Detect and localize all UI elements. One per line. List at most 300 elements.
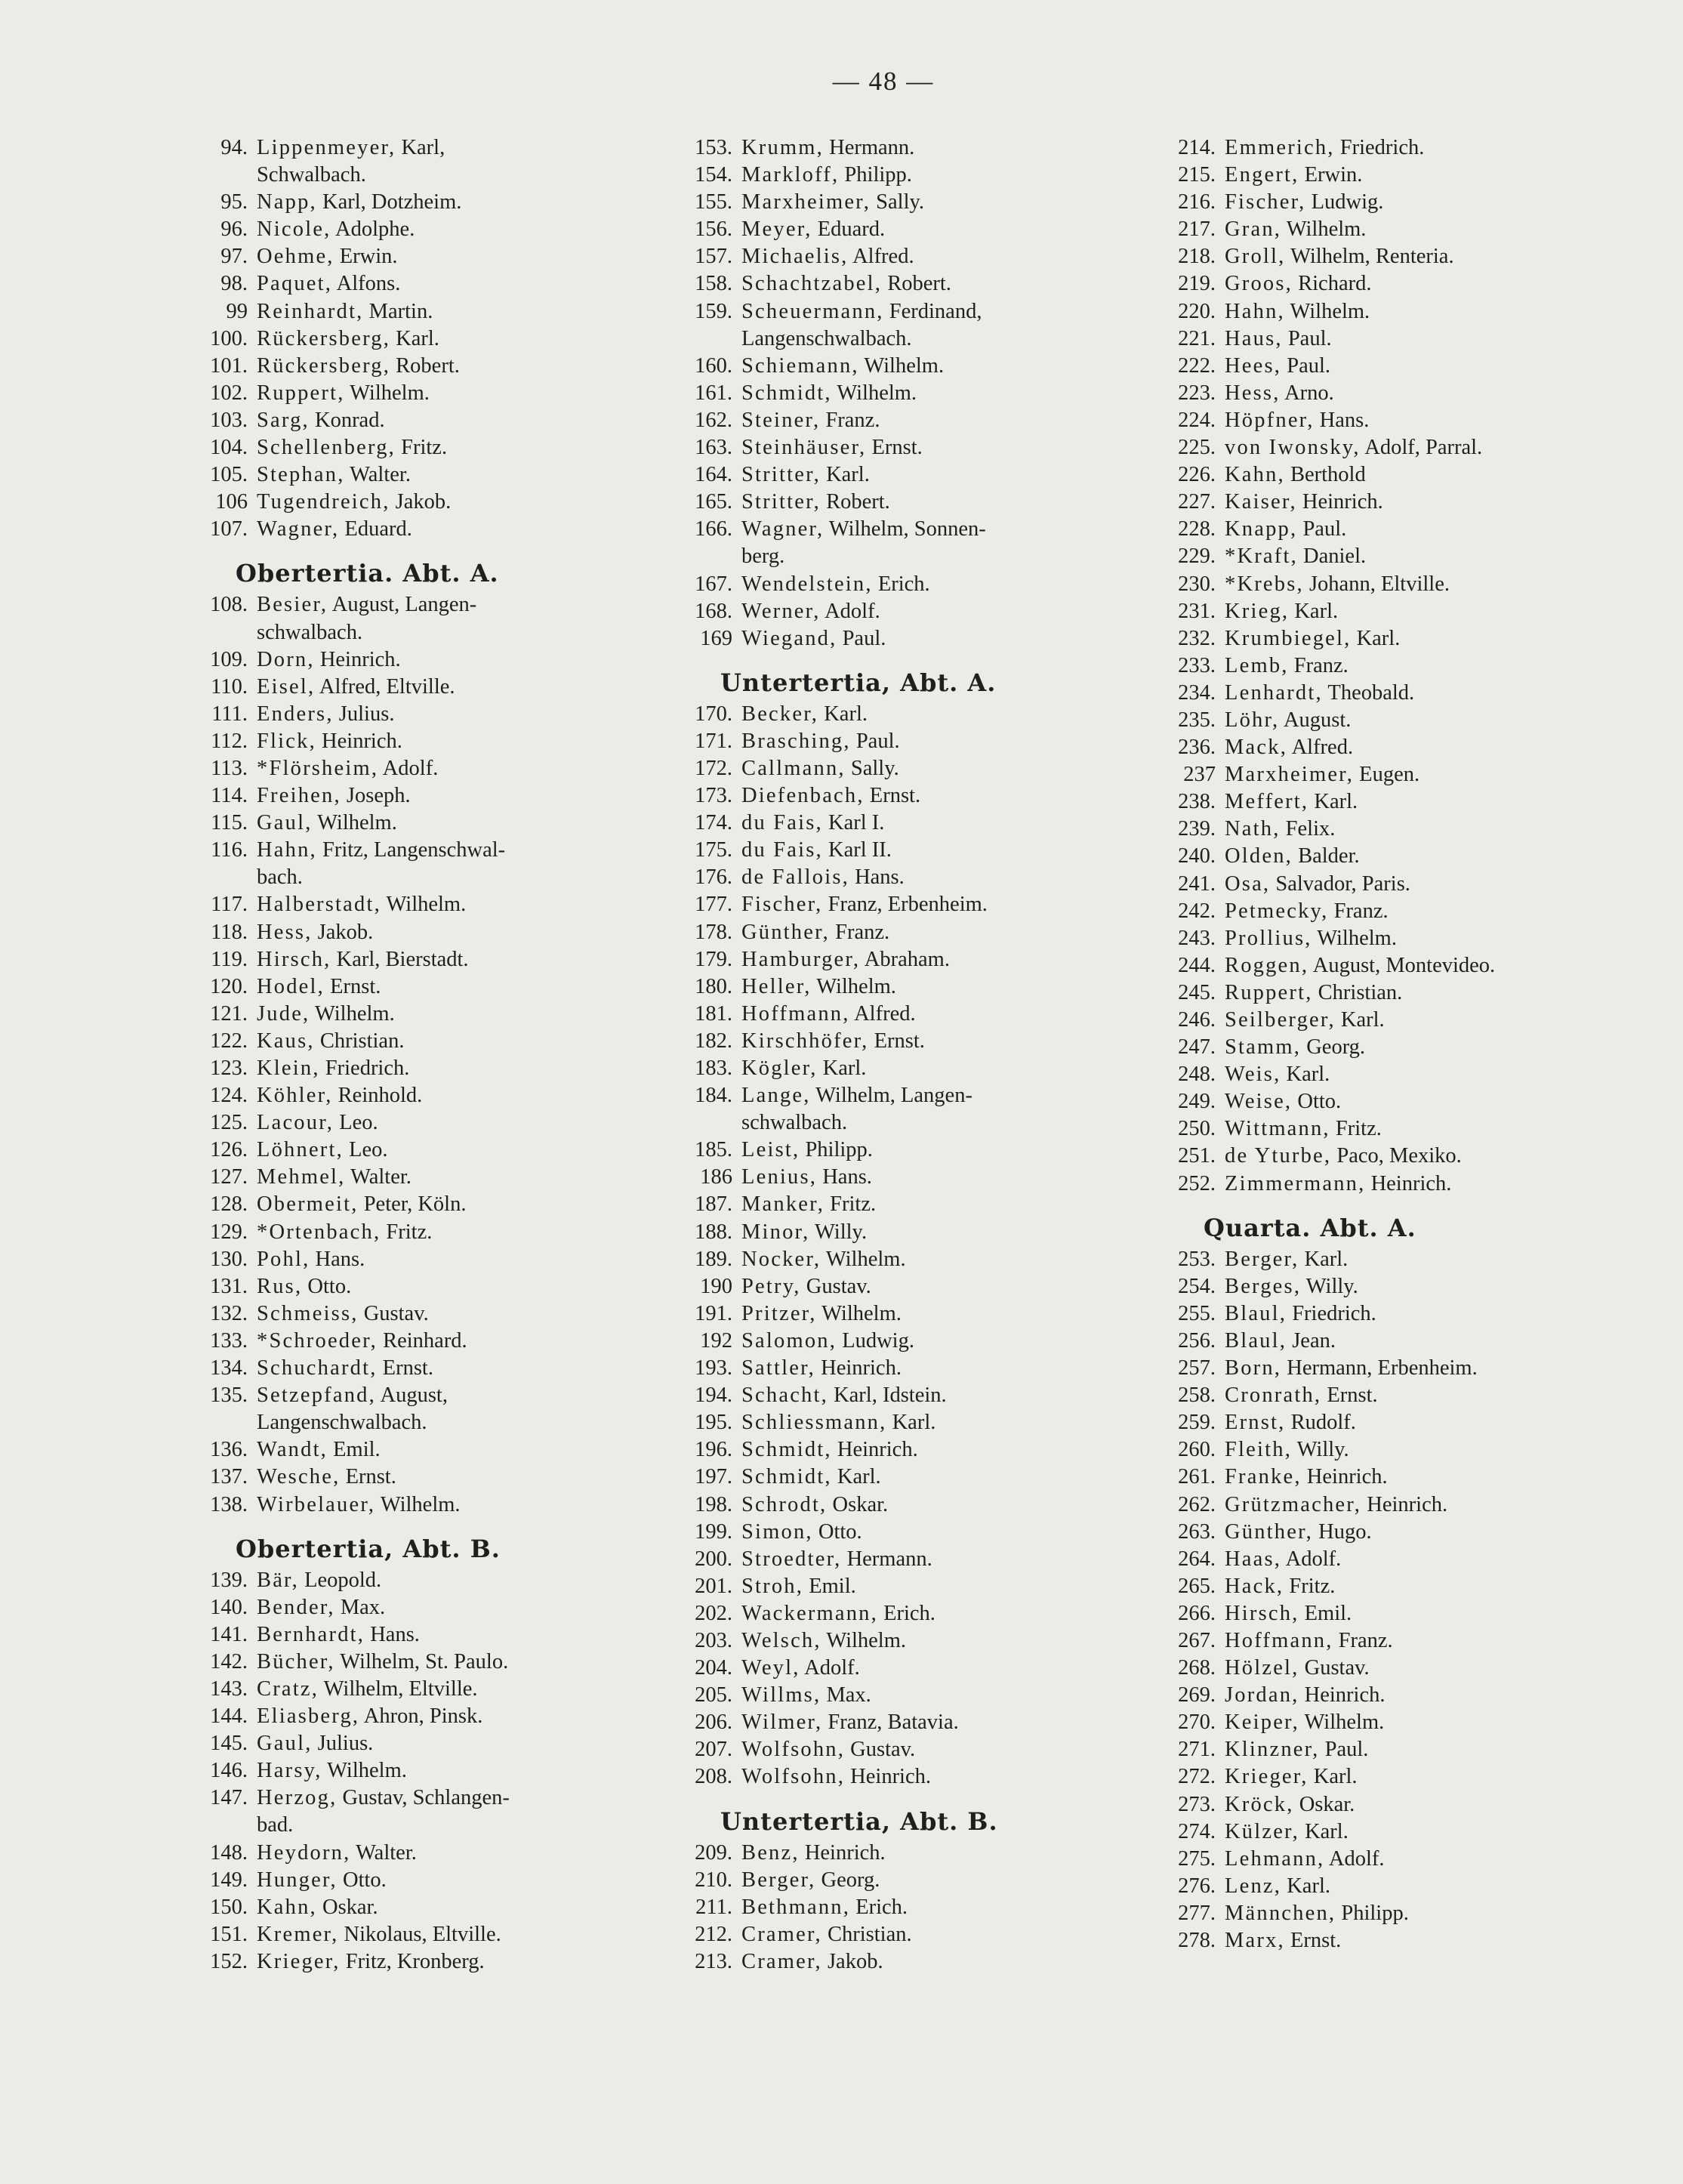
student-entry	[1155, 543, 1638, 570]
given-name-and-place: Franz.	[829, 920, 890, 944]
given-name-and-place: Erich.	[872, 572, 930, 596]
entry-name	[741, 810, 1117, 837]
surname: Schachtzabel,	[741, 272, 883, 296]
given-name-and-place: Willy.	[809, 1220, 868, 1244]
given-name-and-place: Georg.	[815, 1868, 880, 1892]
entry-continuation: berg.	[741, 544, 785, 569]
section-heading: Obertertia. Abt. A.	[236, 559, 499, 588]
entry-number: 262.	[1178, 1492, 1216, 1516]
entry-name	[257, 1082, 640, 1109]
entry-name	[257, 1867, 640, 1894]
surname: Stephan,	[257, 463, 345, 487]
entry-name	[1225, 1600, 1638, 1627]
entry-name	[1225, 380, 1638, 407]
entry-name	[741, 298, 1117, 325]
entry-name	[257, 434, 640, 461]
entry-name	[257, 674, 640, 701]
given-name-and-place: Wilhelm.	[858, 353, 945, 378]
given-name-and-place: Paul.	[1319, 1738, 1369, 1762]
entry-number: 200.	[695, 1547, 732, 1571]
student-entry	[672, 243, 1117, 270]
surname: Manker,	[741, 1192, 825, 1217]
given-name-and-place: Heinrich.	[845, 1765, 932, 1789]
entry-name	[1225, 1682, 1638, 1709]
entry-number: 96.	[220, 217, 248, 242]
student-entry	[187, 1894, 640, 1921]
given-name-and-place: Ernst.	[864, 784, 921, 808]
given-name-and-place: Leo.	[343, 1138, 388, 1162]
entry-number: 125.	[210, 1111, 248, 1135]
entry-name	[1225, 571, 1638, 598]
surname: Nath,	[1225, 817, 1281, 841]
given-name-and-place: Erich.	[877, 1601, 936, 1625]
student-entry	[187, 1137, 640, 1164]
surname: Oehme,	[257, 245, 334, 269]
student-entry	[187, 434, 640, 461]
surname: Kahn,	[1225, 463, 1285, 487]
entry-number: 266.	[1178, 1601, 1216, 1625]
column-3	[1155, 134, 1638, 1954]
entry-number: 271.	[1178, 1738, 1216, 1762]
surname: Hirsch,	[1225, 1601, 1299, 1625]
given-name-and-place: Gustav.	[358, 1301, 429, 1325]
student-entry	[187, 1300, 640, 1328]
entry-name	[741, 1519, 1117, 1546]
entry-number: 162.	[695, 408, 732, 432]
student-entry	[672, 864, 1117, 891]
entry-name	[257, 1594, 640, 1621]
student-entry	[1155, 1246, 1638, 1273]
student-entry	[1155, 788, 1638, 816]
surname: Wagner,	[741, 517, 825, 541]
surname: Günther,	[741, 920, 830, 944]
surname: Schellenberg,	[257, 436, 396, 460]
student-entry	[672, 1627, 1117, 1655]
entry-name	[257, 216, 640, 243]
entry-name	[1225, 1382, 1638, 1409]
entry-name	[257, 1109, 640, 1137]
entry-name	[1225, 843, 1638, 870]
entry-number: 104.	[210, 436, 248, 460]
entry-number: 103.	[210, 408, 248, 432]
entry-number: 263.	[1178, 1519, 1216, 1544]
entry-number: 112.	[211, 729, 248, 753]
surname: Köhler,	[257, 1084, 333, 1108]
student-entry	[672, 380, 1117, 407]
given-name-and-place: Balder.	[1292, 844, 1360, 868]
student-entry	[672, 1137, 1117, 1164]
student-entry	[1155, 1927, 1638, 1954]
entry-number: 210.	[695, 1868, 732, 1892]
student-entry	[1155, 380, 1638, 407]
surname: Bethmann,	[741, 1895, 851, 1919]
given-name-and-place: Adolf.	[800, 1656, 860, 1680]
student-entry	[672, 1464, 1117, 1491]
entry-number: 276.	[1178, 1874, 1216, 1898]
entry-number: 140.	[210, 1595, 248, 1619]
entry-name	[741, 919, 1117, 946]
surname: Lippenmeyer,	[257, 136, 396, 159]
entry-number: 202.	[695, 1601, 732, 1625]
surname: Weise,	[1225, 1090, 1293, 1114]
given-name-and-place: Oskar.	[316, 1895, 378, 1919]
surname: Stroedter,	[741, 1547, 842, 1571]
entry-number: 256.	[1178, 1328, 1216, 1353]
entry-number: 206.	[695, 1710, 732, 1735]
entry-name	[1225, 543, 1638, 570]
entry-name	[741, 1763, 1117, 1791]
student-entry	[672, 1491, 1117, 1519]
student-entry	[187, 1757, 640, 1785]
entry-number: 128.	[210, 1192, 248, 1217]
surname: Olden,	[1225, 844, 1293, 868]
entry-name	[1225, 1573, 1638, 1600]
entry-number: 201.	[695, 1574, 732, 1598]
entry-number: 136.	[210, 1438, 248, 1462]
surname: Kröck,	[1225, 1792, 1294, 1816]
given-name-and-place: Theobald.	[1322, 680, 1415, 705]
entry-name	[741, 1001, 1117, 1028]
student-entry	[187, 728, 640, 755]
entry-name	[257, 591, 640, 618]
student-entry	[187, 1273, 640, 1300]
student-entry	[1155, 243, 1638, 270]
entry-name	[1225, 1300, 1638, 1328]
given-name-and-place: August,	[375, 1384, 448, 1408]
student-entry	[187, 1001, 640, 1028]
surname: Born,	[1225, 1356, 1282, 1380]
given-name-and-place: Franz, Batavia.	[822, 1710, 959, 1735]
entry-name	[741, 1246, 1117, 1273]
entry-number: 212.	[695, 1922, 732, 1946]
entry-number: 221.	[1178, 326, 1216, 350]
entry-name	[257, 701, 640, 728]
student-entry	[672, 1600, 1117, 1627]
student-entry	[672, 1894, 1117, 1921]
surname: du Fais,	[741, 838, 823, 862]
given-name-and-place: Paul.	[1297, 517, 1347, 541]
page-number: — 48 —	[832, 66, 935, 96]
surname: Berger,	[741, 1868, 816, 1892]
entry-name	[257, 1382, 640, 1409]
entry-number: 248.	[1178, 1063, 1216, 1087]
entry-number: 133.	[210, 1328, 248, 1353]
surname: Schacht,	[741, 1384, 828, 1408]
student-entry	[672, 1682, 1117, 1709]
entry-number: 255.	[1178, 1301, 1216, 1325]
student-entry	[672, 625, 1117, 652]
entry-number: 177.	[695, 893, 732, 917]
surname: Kahn,	[257, 1895, 317, 1919]
student-entry	[1155, 1115, 1638, 1143]
entry-name	[1225, 1546, 1638, 1573]
given-name-and-place: Wilhelm.	[310, 1001, 395, 1026]
entry-number: 98.	[220, 272, 248, 296]
entry-name	[257, 1273, 640, 1300]
student-entry	[672, 1573, 1117, 1600]
entry-name	[741, 864, 1117, 891]
surname: Sarg,	[257, 408, 310, 432]
entry-name	[257, 810, 640, 837]
given-name-and-place: Franz.	[1333, 1628, 1393, 1652]
surname: Haus,	[1225, 326, 1283, 350]
surname: Sattler,	[741, 1356, 815, 1380]
entry-number: 116.	[211, 838, 248, 862]
entry-name	[257, 1491, 640, 1519]
surname: Minor,	[741, 1220, 810, 1244]
entry-name	[741, 1219, 1117, 1246]
entry-number: 264.	[1178, 1547, 1216, 1571]
student-entry	[672, 782, 1117, 810]
surname: du Fais,	[741, 811, 823, 835]
entry-number: 134.	[210, 1356, 248, 1380]
student-entry	[1155, 189, 1638, 216]
given-name-and-place: Fritz.	[396, 436, 448, 460]
given-name-and-place: Hermann.	[841, 1547, 932, 1571]
given-name-and-place: Gustav, Schlangen-	[337, 1786, 510, 1810]
given-name-and-place: Sally.	[845, 756, 899, 780]
entry-number: 219.	[1178, 272, 1216, 296]
student-entry	[1155, 134, 1638, 162]
entry-number: 115.	[211, 811, 248, 835]
surname: Markloff,	[741, 163, 840, 187]
entry-name	[741, 782, 1117, 810]
entry-number: 235.	[1178, 708, 1216, 732]
entry-number: 159.	[695, 299, 732, 323]
student-entry	[672, 598, 1117, 625]
given-name-and-place: Gustav.	[845, 1738, 916, 1762]
entry-name	[1225, 1436, 1638, 1464]
surname: Krieg,	[1225, 599, 1290, 623]
entry-number: 233.	[1178, 653, 1216, 677]
entry-name	[741, 1840, 1117, 1867]
given-name-and-place: Fritz, Kronberg.	[340, 1949, 485, 1973]
surname: Steiner,	[741, 408, 821, 432]
student-entry	[1155, 1088, 1638, 1115]
entry-number: 129.	[210, 1220, 248, 1244]
surname: Schmeiss,	[257, 1301, 359, 1325]
given-name-and-place: Karl.	[820, 463, 870, 487]
section-heading: Obertertia, Abt. B.	[236, 1534, 501, 1563]
surname: Lenz,	[1225, 1874, 1282, 1898]
given-name-and-place: Arno.	[1280, 381, 1334, 405]
student-entry	[672, 1219, 1117, 1246]
surname: Krieger,	[257, 1949, 341, 1973]
surname: Schiemann,	[741, 353, 859, 378]
entry-name	[1225, 407, 1638, 434]
entry-name	[257, 837, 640, 864]
entry-number: 216.	[1178, 190, 1216, 214]
student-entry	[672, 571, 1117, 598]
entry-name	[257, 380, 640, 407]
student-entry	[187, 298, 640, 325]
entry-number: 261.	[1178, 1465, 1216, 1489]
entry-number: 165.	[695, 490, 732, 514]
entry-number: 220.	[1178, 299, 1216, 323]
given-name-and-place: Reinhard.	[377, 1328, 467, 1353]
given-name-and-place: Wilhelm.	[811, 974, 896, 998]
surname: Salomon,	[741, 1328, 837, 1353]
surname: Napp,	[257, 190, 317, 214]
entry-number: 171.	[695, 729, 732, 753]
surname: Halberstadt,	[257, 893, 381, 917]
student-entry	[672, 1055, 1117, 1082]
entry-continuation: schwalbach.	[257, 620, 363, 644]
given-name-and-place: Fritz.	[1284, 1574, 1336, 1598]
surname: Schliessmann,	[741, 1411, 887, 1435]
surname: Hirsch,	[257, 947, 331, 971]
entry-number: 154.	[695, 163, 732, 187]
given-name-and-place: Wilhelm.	[375, 1492, 461, 1516]
student-entry	[672, 407, 1117, 434]
entry-number: 94.	[220, 136, 248, 159]
surname: Stritter,	[741, 490, 821, 514]
surname: Fischer,	[1225, 190, 1306, 214]
entry-name	[741, 1328, 1117, 1355]
entry-number: 110.	[211, 674, 248, 699]
student-entry	[672, 1867, 1117, 1894]
surname: Hoffmann,	[741, 1001, 850, 1026]
given-name-and-place: Robert.	[882, 272, 951, 296]
student-entry	[187, 380, 640, 407]
entry-name	[741, 1273, 1117, 1300]
surname: Marx,	[1225, 1929, 1285, 1952]
student-entry	[187, 1191, 640, 1218]
surname: de Fallois,	[741, 865, 849, 890]
entry-name	[257, 1164, 640, 1191]
entry-number: 188.	[695, 1220, 732, 1244]
student-entry	[1155, 598, 1638, 625]
section-gap	[187, 1519, 640, 1529]
entry-name	[1225, 1088, 1638, 1115]
student-entry	[1155, 1034, 1638, 1061]
entry-name	[257, 728, 640, 755]
given-name-and-place: Otto.	[812, 1519, 862, 1544]
entry-name	[1225, 1034, 1638, 1061]
entry-continuation: Langenschwalbach.	[741, 326, 912, 350]
entry-number: 247.	[1178, 1035, 1216, 1060]
entry-number: 238.	[1178, 790, 1216, 814]
entry-number: 186	[700, 1165, 732, 1189]
surname: von Iwonsky,	[1225, 436, 1361, 460]
student-entry	[187, 1355, 640, 1382]
entry-number: 273.	[1178, 1792, 1216, 1816]
given-name-and-place: Hermann, Erbenheim.	[1281, 1356, 1478, 1380]
entry-number: 138.	[210, 1492, 248, 1516]
surname: Leist,	[741, 1138, 800, 1162]
given-name-and-place: Hans.	[365, 1622, 420, 1646]
given-name-and-place: Martin.	[363, 299, 433, 323]
entry-number: 243.	[1178, 926, 1216, 950]
entry-name	[741, 1355, 1117, 1382]
given-name-and-place: Wilhelm.	[312, 811, 397, 835]
student-entry	[672, 216, 1117, 243]
entry-number: 176.	[695, 865, 732, 890]
student-entry	[672, 1519, 1117, 1546]
student-entry	[187, 1567, 640, 1594]
given-name-and-place: Paco, Mexiko.	[1331, 1144, 1462, 1168]
given-name-and-place: Karl.	[1299, 1819, 1349, 1843]
given-name-and-place: Wilhelm.	[831, 381, 917, 405]
surname: Hahn,	[1225, 299, 1285, 323]
given-name-and-place: Wilhelm.	[821, 1247, 906, 1271]
surname: Mehmel,	[257, 1165, 346, 1189]
given-name-and-place: Leo.	[334, 1111, 378, 1135]
entry-name	[741, 516, 1117, 543]
surname: Kirschhöfer,	[741, 1029, 869, 1053]
entry-number: 268.	[1178, 1656, 1216, 1680]
surname: Lemb,	[1225, 653, 1289, 677]
entry-number: 275.	[1178, 1846, 1216, 1871]
student-entry	[1155, 1763, 1638, 1791]
entry-number: 157.	[695, 245, 732, 269]
student-entry	[187, 489, 640, 516]
entry-name	[741, 1436, 1117, 1464]
given-name-and-place: Hans.	[817, 1165, 872, 1189]
entry-number: 269.	[1178, 1683, 1216, 1707]
entry-number: 195.	[695, 1411, 732, 1435]
surname: Wagner,	[257, 517, 340, 541]
entry-number: 149.	[210, 1868, 248, 1892]
student-entry	[187, 646, 640, 674]
entry-number: 168.	[695, 599, 732, 623]
surname: Meffert,	[1225, 790, 1309, 814]
entry-name	[1225, 1328, 1638, 1355]
given-name-and-place: Walter.	[345, 1165, 412, 1189]
student-entry	[672, 1382, 1117, 1409]
given-name-and-place: Hermann.	[823, 136, 915, 159]
entry-name	[257, 407, 640, 434]
given-name-and-place: Erich.	[850, 1895, 908, 1919]
student-entry	[1155, 461, 1638, 489]
entry-number: 208.	[695, 1765, 732, 1789]
given-name-and-place: Jakob.	[821, 1949, 883, 1973]
entry-name	[741, 407, 1117, 434]
given-name-and-place: Wilhelm.	[381, 893, 467, 917]
given-name-and-place: Fritz, Langenschwal-	[316, 838, 506, 862]
entry-number: 211.	[695, 1895, 732, 1919]
student-entry	[672, 1328, 1117, 1355]
surname: Weis,	[1225, 1063, 1281, 1087]
student-entry	[187, 1328, 640, 1355]
entry-number: 111.	[211, 702, 248, 726]
entry-number: 172.	[695, 756, 732, 780]
entry-name	[257, 946, 640, 973]
student-entry	[187, 270, 640, 298]
surname: Marxheimer,	[1225, 763, 1355, 787]
surname: Rückersberg,	[257, 326, 391, 350]
student-entry	[187, 674, 640, 701]
student-entry	[672, 1164, 1117, 1191]
given-name-and-place: Otto.	[302, 1274, 352, 1298]
student-entry	[187, 1921, 640, 1948]
entry-number: 205.	[695, 1683, 732, 1707]
student-entry	[1155, 1491, 1638, 1519]
surname: Welsch,	[741, 1628, 821, 1652]
student-entry	[672, 298, 1117, 325]
entry-number: 244.	[1178, 953, 1216, 977]
given-name-and-place: Ernst.	[868, 1029, 925, 1053]
entry-name	[257, 1001, 640, 1028]
entry-name	[1225, 734, 1638, 761]
entry-number: 119.	[211, 947, 248, 971]
given-name-and-place: Emil.	[803, 1574, 856, 1598]
surname: Gaul,	[257, 811, 313, 835]
student-entry	[672, 516, 1117, 543]
entry-number: 214.	[1178, 136, 1216, 159]
surname: Bernhardt,	[257, 1622, 365, 1646]
student-entry	[1155, 734, 1638, 761]
